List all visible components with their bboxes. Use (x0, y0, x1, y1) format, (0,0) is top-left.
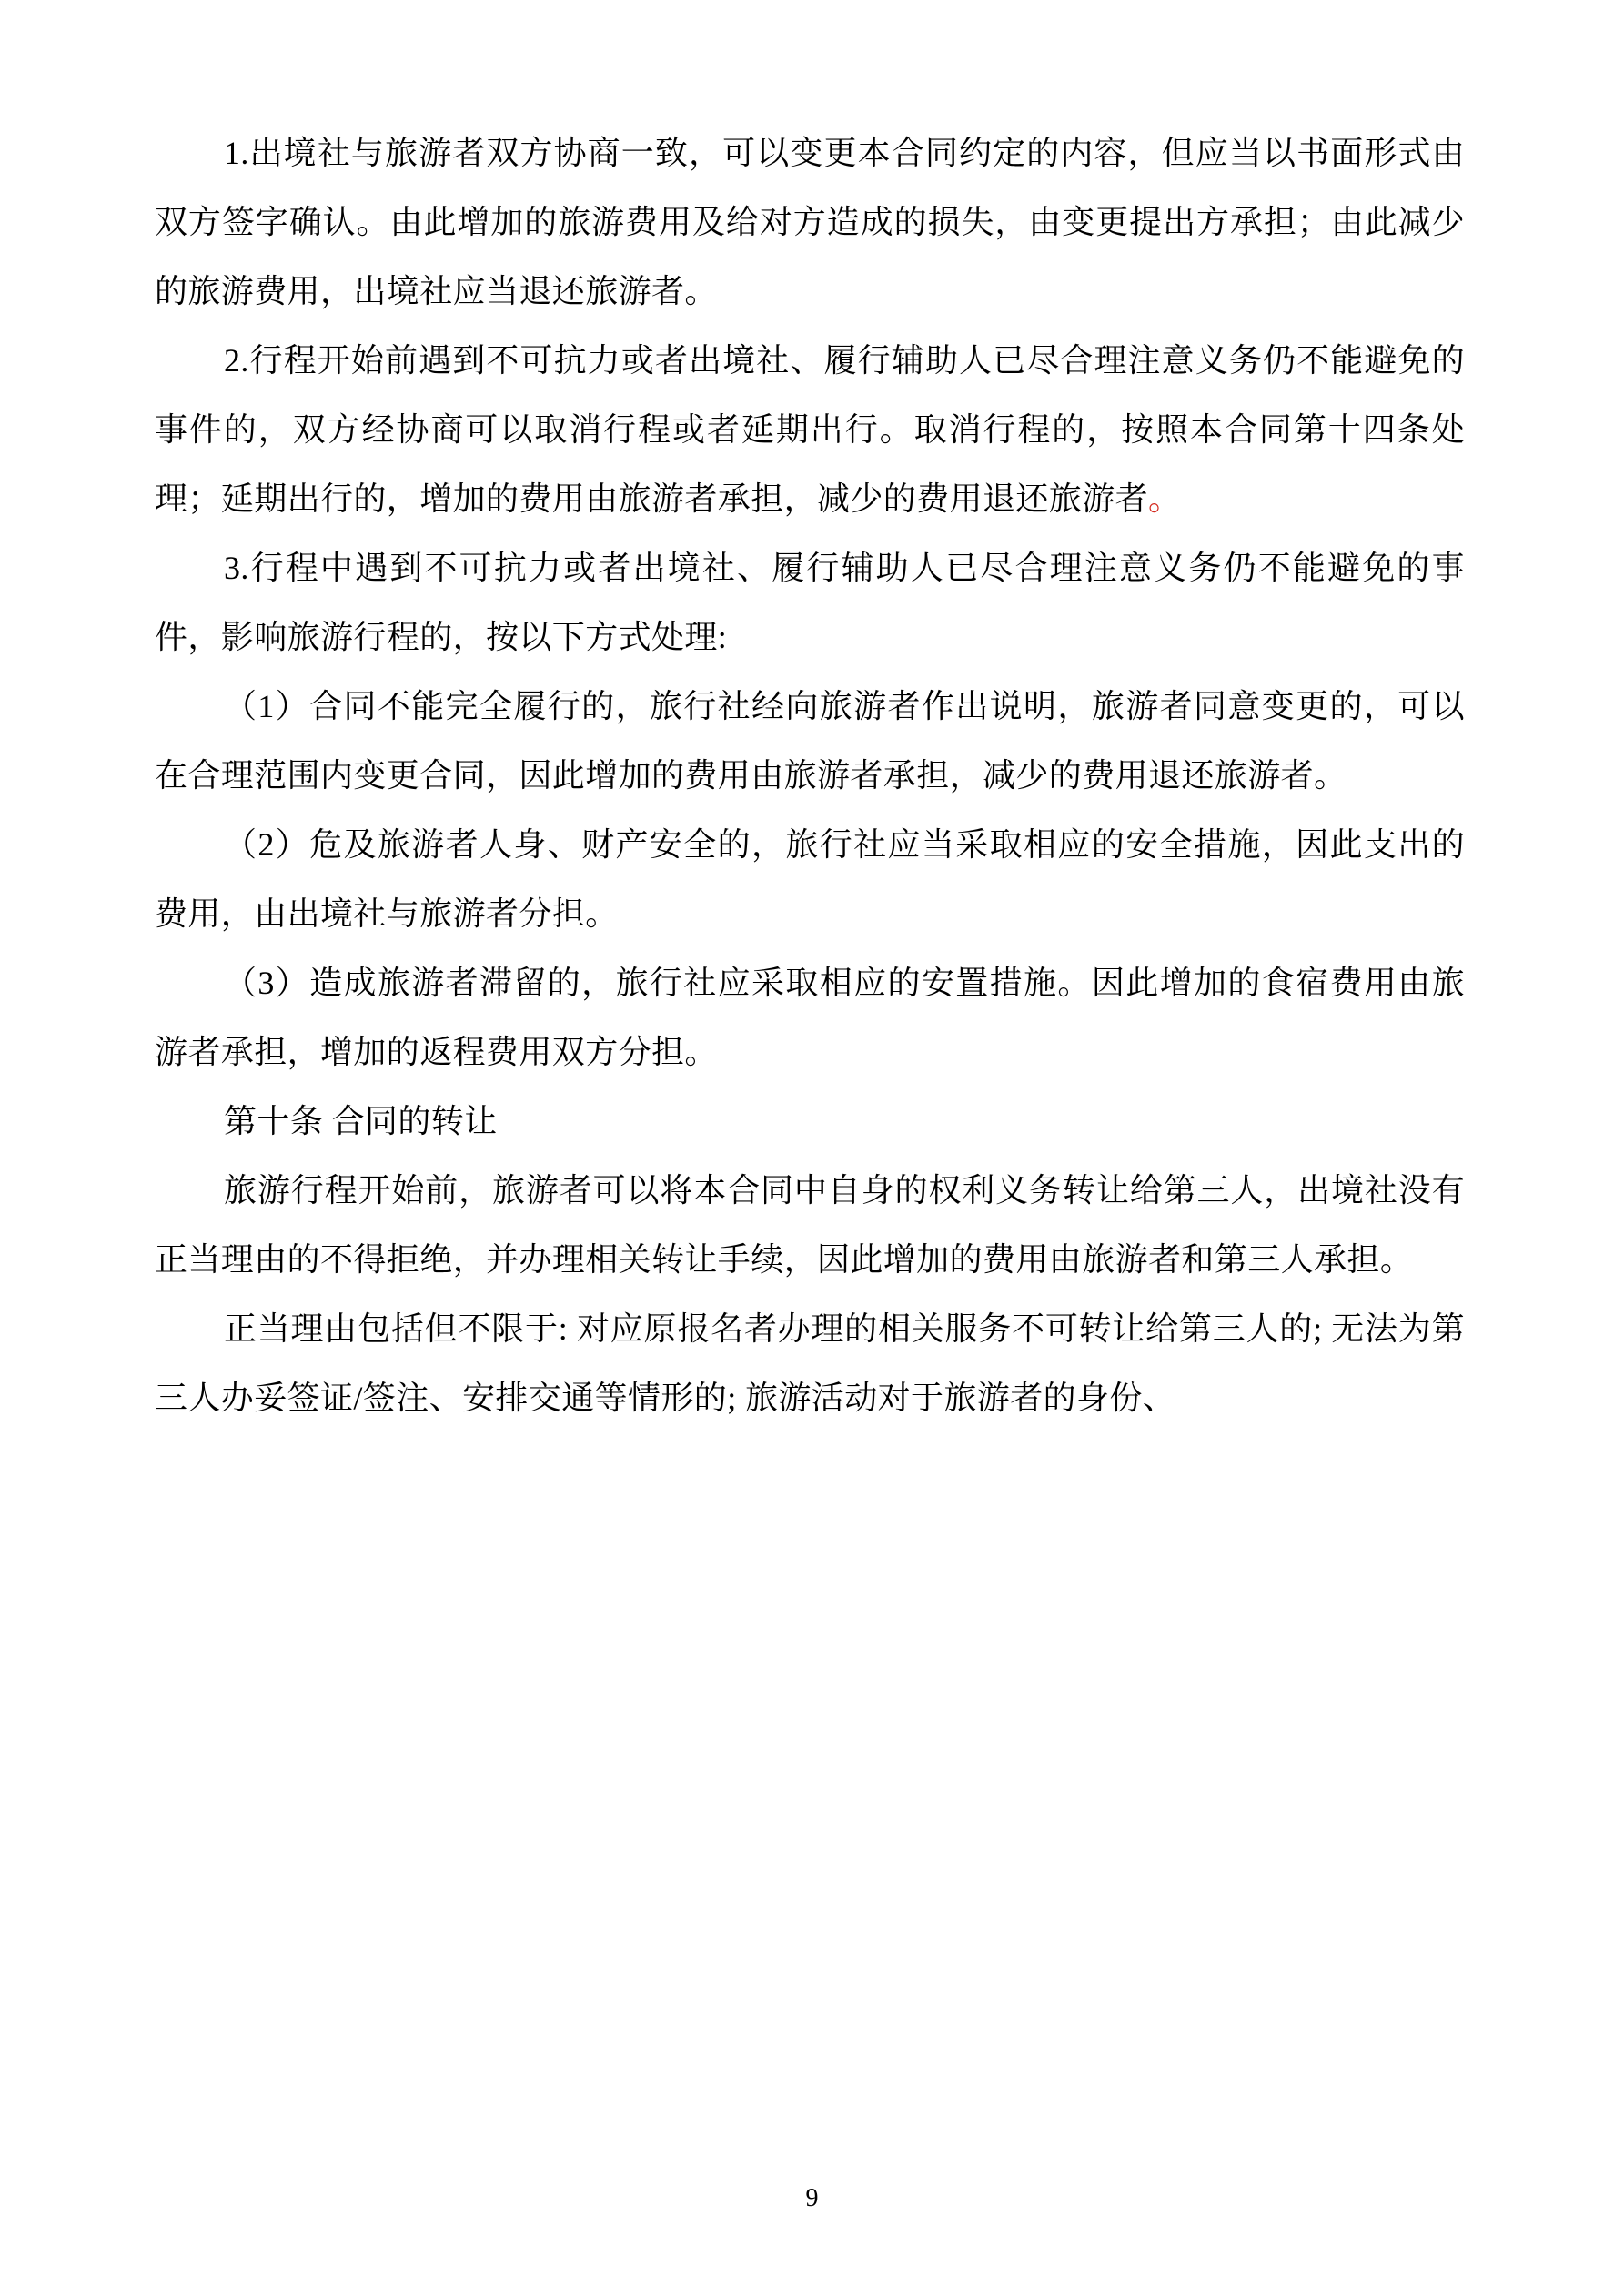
paragraph-article-10-body-1: 旅游行程开始前，旅游者可以将本合同中自身的权利义务转让给第三人，出境社没有正当理由的不得拒绝，并办理相关转让手续，因此增加的费用由旅游者和第三人承担。 (155, 1172, 1465, 1278)
paragraph-clause-3-item-2: （2）危及旅游者人身、财产安全的，旅行社应当采取相应的安全措施，因此支出的费用，由出境社与旅游者分担。 (155, 826, 1465, 932)
paragraph-clause-3: 3.行程中遇到不可抗力或者出境社、履行辅助人已尽合理注意义务仍不能避免的事件，影响旅游行程的，按以下方式处理: (155, 550, 1465, 655)
page-number: 9 (805, 2184, 819, 2212)
paragraph-article-10-body-2: 正当理由包括但不限于: 对应原报名者办理的相关服务不可转让给第三人的; 无法为第三人办妥签证/签注、安排交通等情形的; 旅游活动对于旅游者的身份、 (155, 1310, 1465, 1416)
document-body (155, 118, 1465, 1432)
paragraph-clause-2-red-period: 。 (1148, 480, 1182, 517)
paragraph-clause-3-item-1: （1）合同不能完全履行的，旅行社经向旅游者作出说明，旅游者同意变更的，可以在合理范围内变更合同，因此增加的费用由旅游者承担，减少的费用退还旅游者。 (155, 688, 1465, 794)
paragraph-clause-3-item-3: （3）造成旅游者滞留的，旅行社应采取相应的安置措施。因此增加的食宿费用由旅游者承担，增加的返程费用双方分担。 (155, 965, 1465, 1070)
paragraph-clause-1: 1.出境社与旅游者双方协商一致，可以变更本合同约定的内容，但应当以书面形式由双方签字确认。由此增加的旅游费用及给对方造成的损失，由变更提出方承担；由此减少的旅游费用，出境社应当退还旅游者。 (155, 135, 1465, 309)
paragraph-clause-2-text: 2.行程开始前遇到不可抗力或者出境社、履行辅助人已尽合理注意义务仍不能避免的事件的，双方经协商可以取消行程或者延期出行。取消行程的，按照本合同第十四条处理；延期出行的，增加的费用由旅游者承担，减少的费用退还旅游者 (155, 342, 1465, 517)
heading-article-10: 第十条 合同的转让 (224, 1103, 498, 1139)
paragraph-clause-2 (155, 326, 1465, 533)
